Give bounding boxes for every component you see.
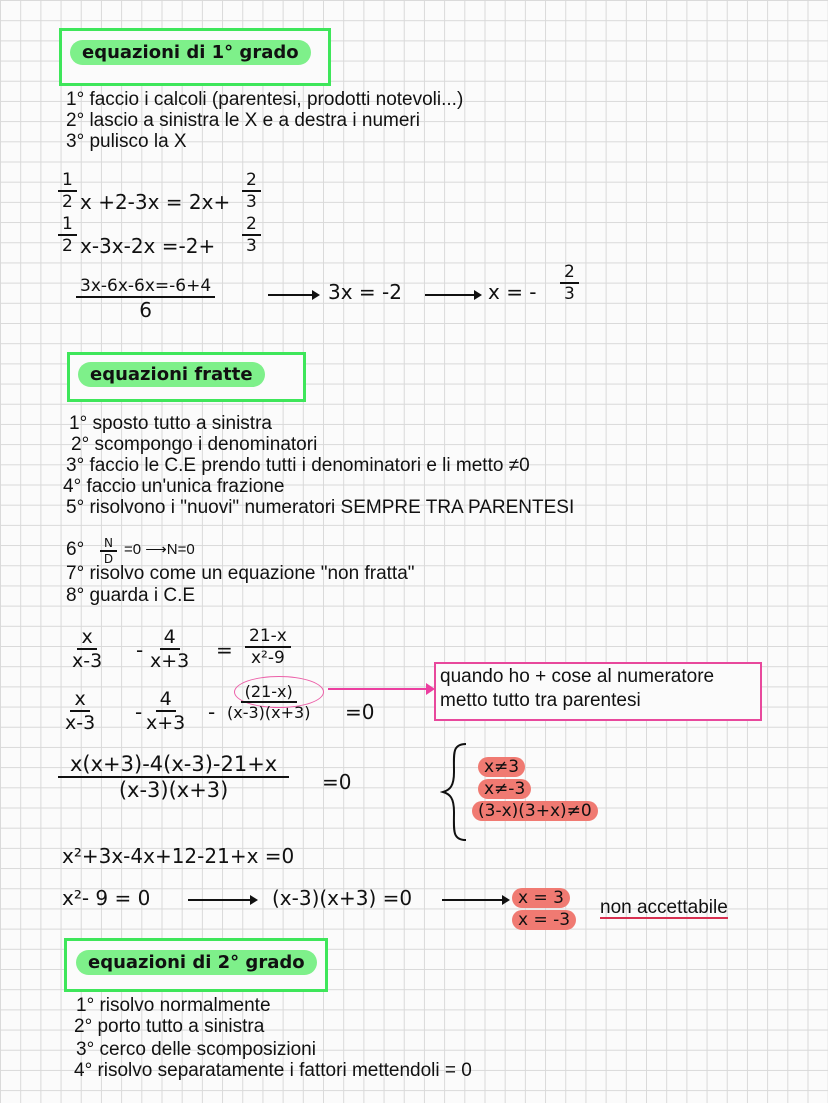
solution: x = 3 [512,888,570,908]
equation: 3x = -2 [328,280,402,304]
fraction: 1 2 [58,214,77,256]
not-acceptable-label: non accettabile [600,897,728,918]
equation: x = - [488,280,537,304]
fraction: x(x+3)-4(x-3)-21+x (x-3)(x+3) [58,752,289,802]
equation: x²- 9 = 0 [62,886,151,910]
fraction: 3x-6x-6x=-6+4 6 [76,276,215,322]
step: 7° risolvo come un equazione "non fratta" [66,563,415,584]
fraction: N D [100,536,117,566]
equation: x-3x-2x =-2+ [80,234,216,258]
fraction: x x-3 [72,626,103,672]
step-6-text: =0 ⟶N=0 [124,541,195,558]
brace-icon [440,742,470,842]
step: 2° lascio a sinistra le X e a destra i numeri [66,110,420,131]
arrow [268,294,318,296]
arrow [442,899,508,901]
step: 3° faccio le C.E prendo tutti i denominatori e li metto ≠0 [66,455,530,476]
equation: (x-3)(x+3) =0 [272,886,413,910]
operator: = [216,638,233,662]
fraction: x x-3 [65,688,96,734]
step: 1° sposto tutto a sinistra [69,413,272,434]
fraction: 21-x x²-9 [245,626,291,668]
step: 8° guarda i C.E [66,585,196,606]
fraction: 4 x+3 [146,688,186,734]
section-title-second-degree: equazioni di 2° grado [76,950,317,975]
step: 3° cerco delle scomposizioni [76,1039,316,1060]
operator: - [135,700,143,724]
fraction: 4 x+3 [150,626,190,672]
existence-condition: (3-x)(3+x)≠0 [472,801,598,821]
operator: - [208,700,216,724]
fraction: 2 3 [242,170,261,212]
step: 4° faccio un'unica frazione [63,476,285,497]
step: 3° pulisco la X [66,131,187,152]
note-line: metto tutto tra parentesi [440,690,641,711]
section-title-fractional: equazioni fratte [78,362,265,387]
fraction: 2 3 [560,262,579,304]
existence-condition: x≠-3 [478,779,531,799]
operator: - [136,638,144,662]
fraction: (21-x) (x-3)(x+3) [227,682,311,722]
arrow [188,899,256,901]
existence-condition: x≠3 [478,757,525,777]
step: 6° [66,539,85,560]
fraction: 1 2 [58,170,77,212]
step: 5° risolvono i "nuovi" numeratori SEMPRE TRA PARENTESI [66,497,575,518]
step: 1° risolvo normalmente [76,995,271,1016]
step: 4° risolvo separatamente i fattori mettendoli = 0 [74,1060,472,1081]
step: 2° porto tutto a sinistra [74,1016,265,1037]
solution: x = -3 [512,910,576,930]
step: 1° faccio i calcoli (parentesi, prodotti notevoli...) [66,89,464,110]
arrow [425,294,480,296]
section-title-first-degree: equazioni di 1° grado [70,40,311,65]
pink-arrow [328,688,428,690]
note-line: quando ho + cose al numeratore [440,666,715,687]
equation: x²+3x-4x+12-21+x =0 [62,844,295,868]
equation: x +2-3x = 2x+ [80,190,231,214]
fraction: 2 3 [242,214,261,256]
equals-zero: =0 [345,700,375,724]
equals-zero: =0 [322,770,352,794]
step: 2° scompongo i denominatori [71,434,318,455]
